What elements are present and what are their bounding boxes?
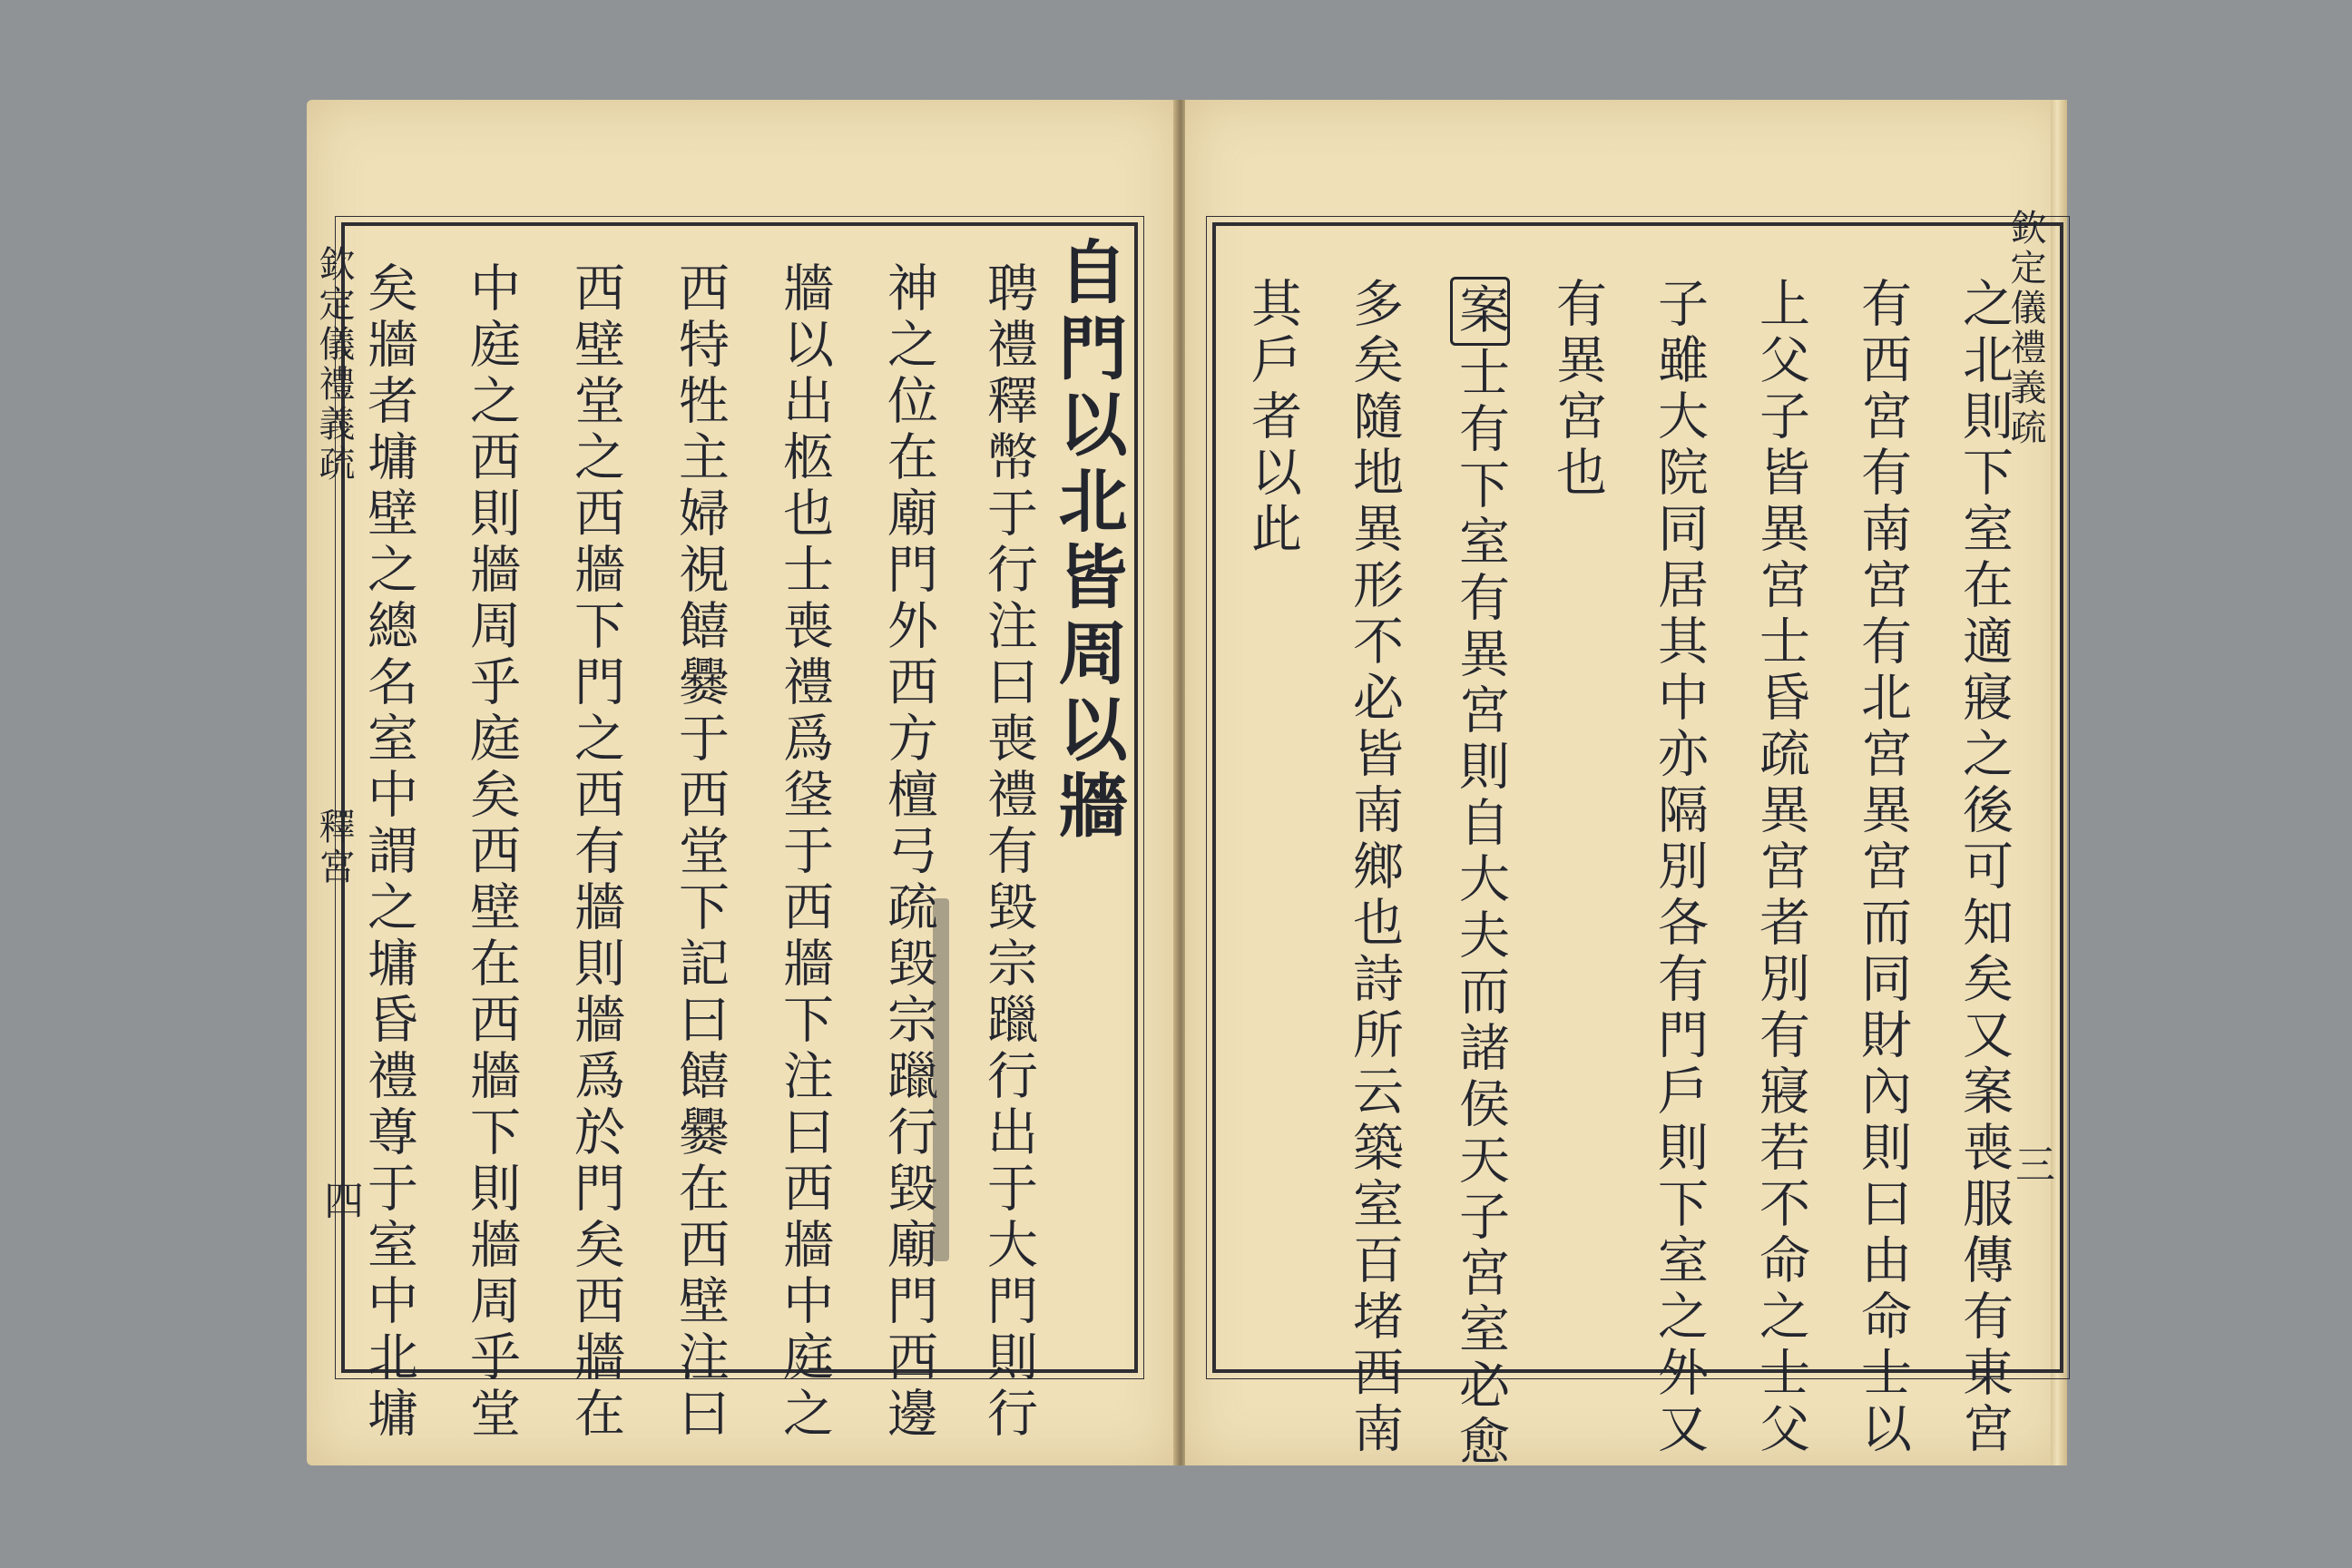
right-page-frame	[1212, 222, 2063, 1373]
text-column: 西特牲主婦視饎爨于西堂下記曰饎爨在西壁注曰	[671, 261, 730, 1443]
text-column: 西壁堂之西牆下門之西有牆則牆爲於門矣西牆在	[566, 261, 625, 1443]
text-column: 神之位在廟門外西方檀弓疏毀宗躐行毀廟門西邊	[879, 261, 938, 1443]
text-column: 子雖大院同居其中亦隔別各有門戶則下室之外又	[1650, 277, 1709, 1458]
note-column: 其戶者以此	[1243, 277, 1302, 558]
note-text: 士有下室有異宮則自大夫而諸侯天子宮室必愈	[1451, 346, 1510, 1471]
section-heading: 自門以北皆周以牆	[1047, 236, 1128, 846]
text-column: 牆以出柩也士喪禮爲垼于西牆下注曰西牆中庭之	[775, 261, 834, 1443]
text-column: 上父子皆異宮士昏疏異宮者別有寢若不命之士父	[1751, 277, 1810, 1458]
ink-smudge	[933, 898, 949, 1261]
text-column: 矣牆者墉壁之總名室中謂之墉昏禮尊于室中北墉	[359, 261, 418, 1443]
text-column: 有西宮有南宮有北宮異宮而同財內則曰由命士以	[1853, 277, 1912, 1458]
left-page	[307, 100, 1176, 1465]
note-column	[1450, 277, 1510, 1471]
text-column: 聘禮釋幣于行注曰喪禮有毀宗躐行出于大門則行	[979, 261, 1038, 1443]
note-column: 多矣隨地異形不必皆南鄉也詩所云築室百堵西南	[1345, 277, 1404, 1458]
open-book	[307, 100, 2067, 1471]
page-folio: 三	[2008, 1143, 2054, 1183]
right-page	[1185, 100, 2067, 1471]
page-folio: 四	[317, 1180, 363, 1220]
text-column: 中庭之西則牆周乎庭矣西壁在西牆下則牆周乎堂	[462, 261, 521, 1443]
margin-title: 欽定儀禮義疏	[313, 245, 355, 485]
margin-title: 欽定儀禮義疏	[2004, 209, 2046, 448]
note-label: 案	[1450, 277, 1510, 346]
text-column: 之北則下室在適寢之後可知矣又案喪服傳有東宮	[1955, 277, 2014, 1458]
margin-section: 釋宮	[313, 808, 355, 887]
text-column: 有異宮也	[1548, 277, 1607, 502]
